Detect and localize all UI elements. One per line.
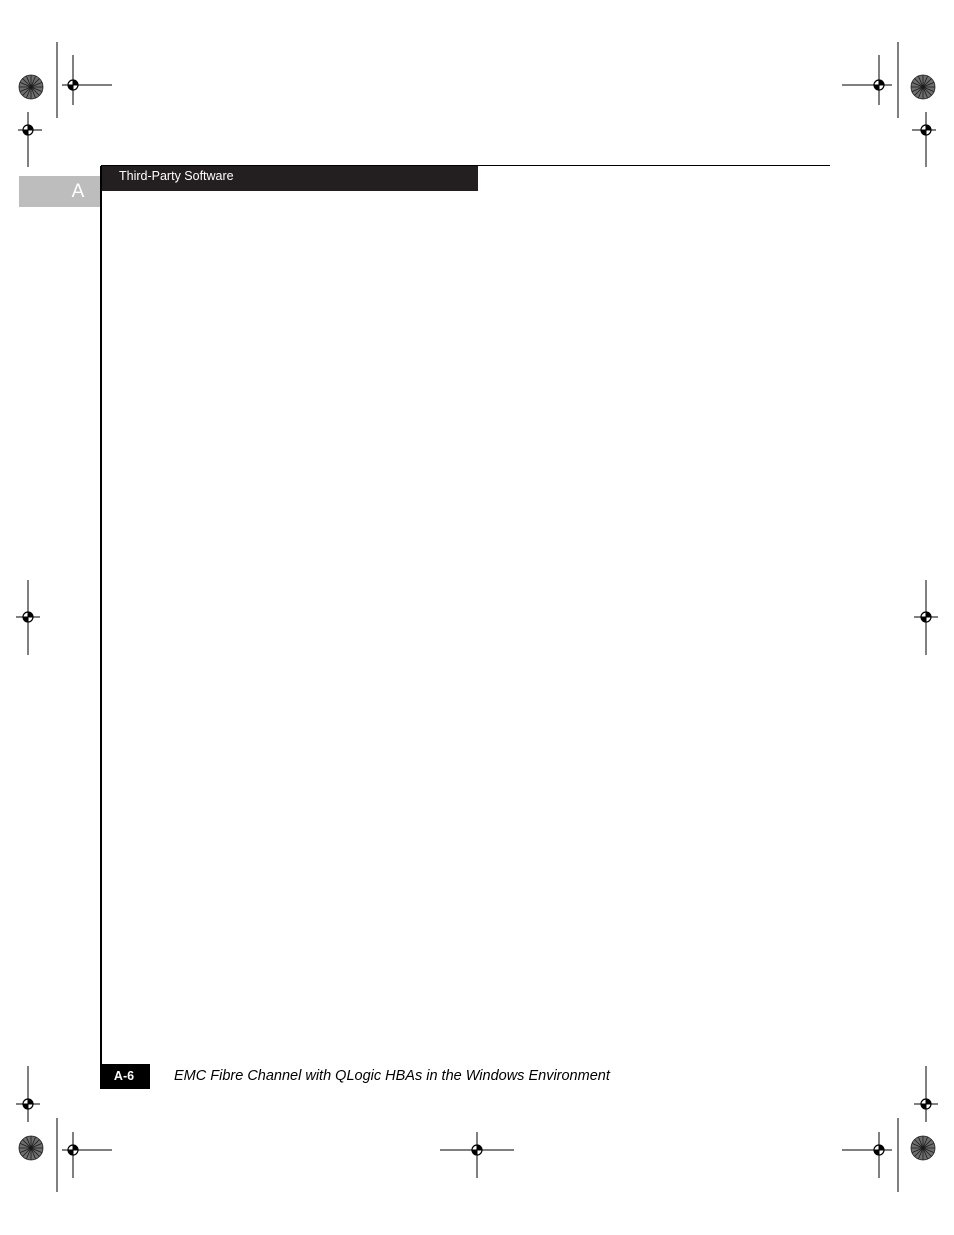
- chapter-letter: A: [71, 181, 85, 202]
- book-title: EMC Fibre Channel with QLogic HBAs in the Windows Environment: [174, 1068, 610, 1084]
- crosshair-registration-icon: [23, 1099, 33, 1109]
- crosshair-registration-icon: [921, 125, 931, 135]
- crosshair-registration-icon: [874, 1145, 884, 1155]
- page-number: A-6: [113, 1069, 135, 1083]
- crosshair-registration-icon: [472, 1145, 482, 1155]
- starburst-icon: [911, 1136, 935, 1160]
- crosshair-registration-icon: [921, 1099, 931, 1109]
- running-header-title: Third-Party Software: [119, 169, 234, 183]
- crosshair-registration-icon: [68, 80, 78, 90]
- crosshair-registration-icon: [921, 612, 931, 622]
- crosshair-registration-icon: [23, 125, 33, 135]
- starburst-icon: [19, 75, 43, 99]
- starburst-icon: [19, 1136, 43, 1160]
- starburst-icon: [911, 75, 935, 99]
- crosshair-registration-icon: [68, 1145, 78, 1155]
- crosshair-registration-icon: [23, 612, 33, 622]
- crosshair-registration-icon: [874, 80, 884, 90]
